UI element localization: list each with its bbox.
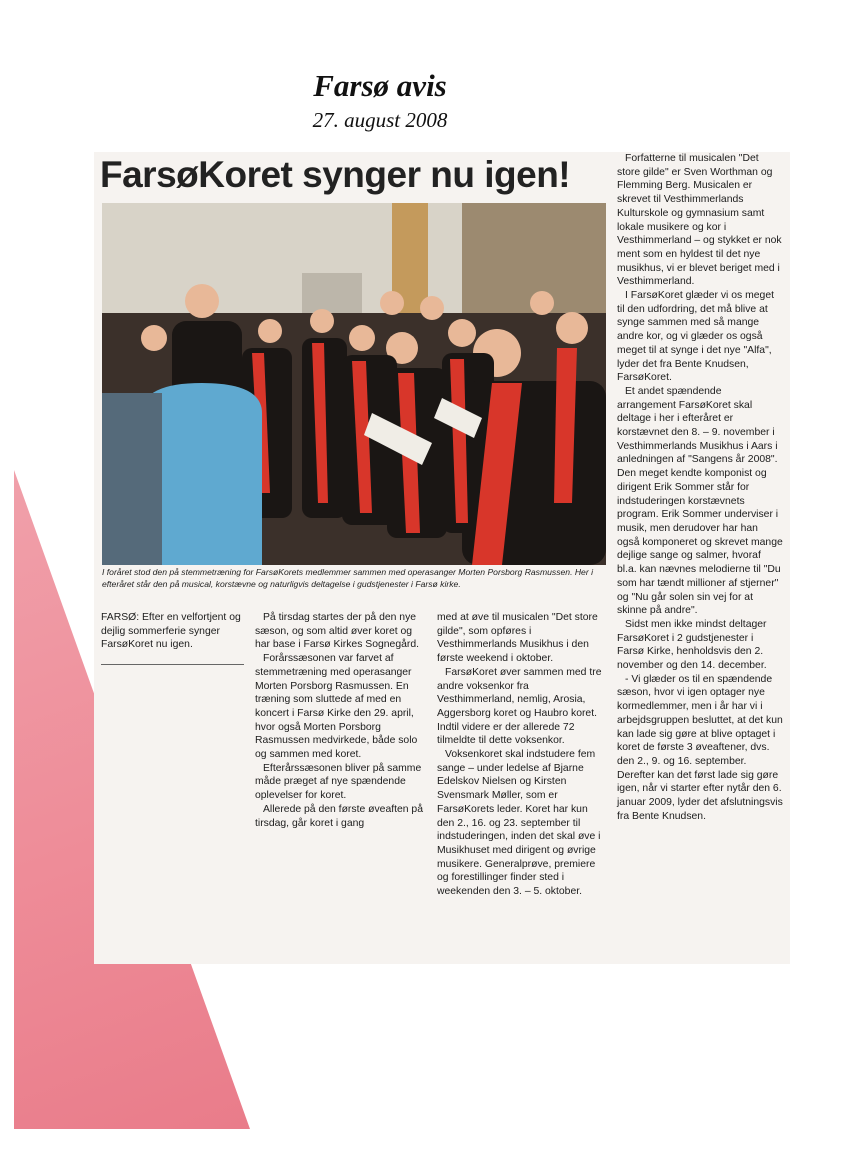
paragraph: Efterårssæsonen bliver på samme måde præget af nye spændende oplevelser for koret. bbox=[255, 762, 422, 802]
article-column-1 bbox=[101, 611, 244, 652]
paragraph: Et andet spændende arrangement FarsøKoret skal deltage i her i efteråret er korstævnet den 8. – 9. november i Vesthimmerlands Musikhus i Aars i anledningen af "Sangens år 2008". Den meget kendte komponist og dirigent Erik Sommer står for indstuderingen korstævnets program. Erik Sommer underviser i musik, men derudover har han også komponeret og skrevet mange dejlige sange og salmer, hvoraf bl.a. kan nævnes melodierne til "Du som har tændt millioner af stjerner" og "Nu går solen sin vej for at skinne på andre". bbox=[617, 385, 783, 617]
masthead bbox=[240, 68, 520, 134]
photo-caption: I foråret stod den på stemmetræning for FarsøKorets medlemmer sammen med operasanger Morten Porsborg Rasmussen. Her i efteråret står den på musical, korstævne og naturligvis deltagelse i gudstjenester i Farsø kirke. bbox=[102, 567, 593, 589]
paragraph: med at øve til musicalen "Det store gilde", som opføres i Vesthimmerlands Musikhus i den første weekend i oktober. bbox=[437, 612, 598, 665]
newspaper-name: Farsø avis bbox=[313, 68, 447, 103]
paragraph: På tirsdag startes der på den nye sæson, og som altid øver koret og har base i Farsø Kirkes Sognegård. bbox=[255, 612, 420, 651]
choir-photo-illustration bbox=[102, 203, 606, 565]
paragraph: Forfatterne til musicalen "Det store gilde" er Sven Worthman og Flemming Berg. Musicalen er skrevet til Vesthimmerlands Kulturskole og gymnasium samt lokale musikere og kor i Vesthimmerland – og stykket er nok ment som en hyldest til det nye musikhus, vi er blevet beriget med i Vesthimmerland. bbox=[617, 153, 782, 288]
article-column-3 bbox=[437, 611, 604, 899]
paragraph: Forårssæsonen var farvet af stemmetræning med operasanger Morten Porsborg Rasmussen. En træning som sluttede af med en koncert i Farsø Kirke den 29. april, hvor også Morten Porsborg Rasmussen medvirkede, både solo og sammen med koret. bbox=[255, 653, 418, 761]
article-headline: FarsøKoret synger nu igen! bbox=[100, 154, 571, 195]
paragraph: I FarsøKoret glæder vi os meget til den udfordring, det må blive at synge sammen med så mange andre kor, og vi glæder os også meget til at synge i det nye "Alfa", lyder det fra Bente Knudsen, FarsøKoret. bbox=[617, 290, 774, 384]
choir-photo bbox=[102, 203, 606, 565]
paragraph: FarsøKoret øver sammen med tre andre voksenkor fra Vesthimmerland, nemlig, Arosia, Aggersborg koret og Haubro koret. Indtil videre er der allerede 72 tilmeldte til dette voksenkor. bbox=[437, 666, 602, 747]
lead-divider bbox=[101, 664, 244, 665]
paragraph: - Vi glæder os til en spændende sæson, hvor vi igen optager nye kormedlemmer, men i år har vi i arbejdsgruppen besluttet, at det kun kan lade sig gøre at blive optaget i koret de første 3 øveaftener, dvs. den 2., 9. og 16. september. Derefter kan det først lade sig gøre igen, når vi starter efter nytår den 6. januar 2009, lyder det afslutningsvis fra Bente Knudsen. bbox=[617, 673, 783, 822]
paragraph: Sidst men ikke mindst deltager FarsøKoret i 2 gudstjenester i Farsø Kirke, henholdsvis den 2. november og den 14. december. bbox=[617, 618, 767, 672]
article-column-2 bbox=[255, 611, 425, 830]
paragraph: Voksenkoret skal indstudere fem sange – under ledelse af Bjarne Edelskov Nielsen og Kirsten Svensmark Møller, som er FarsøKorets leder. Koret har kun den 2., 16. og 23. september til indstuderingen, inden det skal øve i Musikhuset med dirigent og øvrige musikere. Generalprøve, premiere og forestillinger finder sted i weekenden den 3. – 5. oktober. bbox=[437, 749, 601, 898]
paragraph: Allerede på den første øveaften på tirsdag, går koret i gang bbox=[255, 803, 423, 829]
article-column-4 bbox=[617, 152, 783, 823]
article-lead: FARSØ: Efter en velfortjent og dejlig sommerferie synger FarsøKoret nu igen. bbox=[101, 612, 241, 651]
publication-date: 27. august 2008 bbox=[312, 108, 448, 132]
